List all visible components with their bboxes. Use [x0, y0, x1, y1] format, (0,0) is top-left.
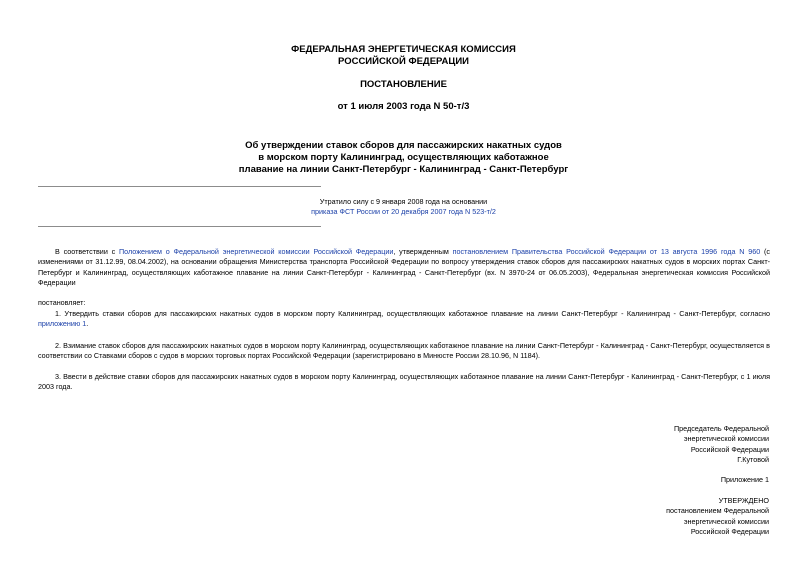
approved-label: УТВЕРЖДЕНО	[718, 496, 769, 505]
approval-line1: постановлением Федеральной	[666, 506, 769, 516]
signature-name: Г.Кутовой	[737, 455, 769, 465]
government-decree-link[interactable]: постановлением Правительства Российской Федерации от 13 августа 1996 года N 960	[452, 247, 761, 256]
document-date-number: от 1 июля 2003 года N 50-т/3	[337, 101, 470, 112]
approval-line3: Российской Федерации	[690, 527, 769, 537]
title-line1: Об утверждении ставок сборов для пассажирских накатных судов	[245, 140, 562, 151]
item-1-text: 1. Утвердить ставки сборов для пассажирских накатных судов в морском порту Калининград, осуществляющих каботажное плавание на линии Санкт-Петербург - Калининград - Санкт-Петербург, согласно	[55, 309, 770, 318]
signature-block	[674, 424, 769, 466]
divider-top	[38, 186, 321, 187]
title-line2: в морском порту Калининград, осуществляющих каботажное	[258, 152, 549, 163]
appendix-label: Приложение 1	[720, 475, 769, 484]
document-type: ПОСТАНОВЛЕНИЕ	[360, 79, 447, 90]
item-2: 2. Взимание ставок сборов для пассажирских накатных судов в морском порту Калининград, осуществляющих каботажное плавание на линии Санкт-Петербург - Калининград - Санкт-Петербург, осуществляется в соответствии со Ставками сборов с судов в морских торговых портах Российской Федерации (зарегистрировано в Минюсте России 28.10.96, N 1184).	[38, 341, 770, 361]
signature-line3: Российской Федерации	[690, 444, 769, 454]
item-1	[38, 309, 770, 330]
org-name-line2: РОССИЙСКОЙ ФЕДЕРАЦИИ	[337, 56, 469, 67]
status-link[interactable]: приказа ФСТ России от 20 декабря 2007 года N 523-т/2	[311, 207, 496, 216]
signature-line1: Председатель Федеральной	[674, 424, 769, 433]
divider-bottom	[38, 226, 321, 227]
preamble-text-1: В соответствии с	[55, 247, 120, 256]
approval-line2: энергетической комиссии	[683, 516, 769, 526]
title-line3: плавание на линии Санкт-Петербург - Калининград - Санкт-Петербург	[238, 164, 569, 175]
appendix-1-link[interactable]: приложению 1	[38, 319, 87, 329]
org-name-line1: ФЕДЕРАЛЬНАЯ ЭНЕРГЕТИЧЕСКАЯ КОМИССИЯ	[291, 44, 516, 55]
item-3: 3. Ввести в действие ставки сборов для пассажирских накатных судов в морском порту Калининград, осуществляющих каботажное плавание на линии Санкт-Петербург - Калининград - Санкт-Петербург, с 1 июля 2003 года.	[38, 372, 770, 392]
signature-line2: энергетической комиссии	[683, 434, 769, 444]
resolves-label: постановляет:	[38, 298, 86, 307]
regulation-link[interactable]: Положением о Федеральной энергетической комиссии Российской Федерации	[119, 247, 394, 256]
preamble-text-3: (с изменениями от 31.12.99, 08.04.2002), на основании обращения Министерства транспорта Российской Федерации по вопросу утверждения ставок сборов для пассажирских накатных судов в морских портах Санкт-Петербург и Калининград, осуществляющих каботажное плавание на линии Санкт-Петербург - Калининград - Санкт-Петербург (вх. N 3970-24 от 06.05.2003), Федеральная энергетическая комиссия Российской Федерации	[38, 247, 770, 288]
status-line: Утратило силу с 9 января 2008 года на основании	[319, 197, 488, 206]
preamble-paragraph	[38, 247, 770, 289]
appendix-approval-block	[666, 496, 769, 538]
status-source	[0, 207, 807, 217]
preamble-text-2: , утвержденным	[393, 247, 453, 256]
item-1-end: .	[86, 319, 89, 329]
